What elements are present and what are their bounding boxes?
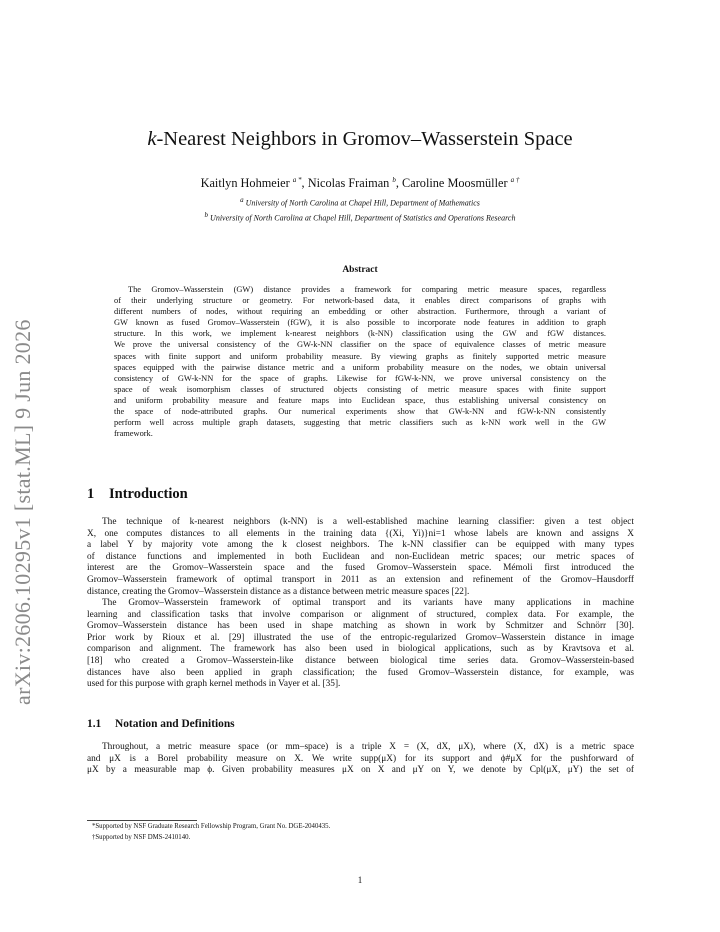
text-line: used for this purpose with graph kernel methods in Vayer et al. [35]. <box>87 679 341 690</box>
intro-paragraph-1 <box>87 517 634 598</box>
notation-paragraph <box>87 742 634 777</box>
author-2: , Nicolas Fraiman <box>301 176 390 191</box>
page-number: 1 <box>357 875 363 885</box>
footnote-rule <box>87 820 197 821</box>
text-line: of distance functions and implemented in both Euclidean and non-Euclidean metric spaces; our metric spaces of <box>87 551 634 562</box>
text-line: μX by a measurable map ϕ. Given probability measures μX on X and μY on Y, we denote by Cpl(μX, μY) the set of <box>87 765 634 776</box>
abstract-line: space of weak isomorphism classes of structured objects consisting of metric measure spaces with finite support <box>114 384 606 394</box>
paper-title <box>0 128 720 151</box>
author-3: , Caroline Moosmüller <box>395 176 508 191</box>
author-list <box>0 176 720 191</box>
section-title: Introduction <box>109 486 188 502</box>
affiliation-a <box>0 196 720 208</box>
text-line: The technique of k-nearest neighbors (k-NN) is a well-established machine learning classifier: given a test object <box>102 517 634 527</box>
section-heading-introduction <box>87 486 188 503</box>
abstract-line: GW known as fused Gromov–Wasserstein (fGW), it is also possible to incorporate node features in addition to graph <box>114 318 606 328</box>
text-line: interest are the Gromov–Wasserstein space and the fused Gromov–Wasserstein space. Mémoli first introduced the <box>87 563 634 574</box>
abstract-line: perform well across multiple graph datasets, suggesting that metric classifiers such as k-NN work well in the GW <box>114 418 606 428</box>
arxiv-identifier-stamp: arXiv:2606.10295v1 [stat.ML] 9 Jun 2026 <box>10 319 35 705</box>
affiliation-a-marker: a <box>240 196 244 204</box>
text-line: distances have also been applied in graph classification; the fused Gromov–Wasserstein distance, for example, was <box>87 667 634 678</box>
abstract-line: the space of node-attributed graphs. Our numerical experiments show that GW-k-NN and fGW-k-NN consistently <box>114 407 606 417</box>
abstract-heading: Abstract <box>342 265 378 275</box>
text-line: Gromov–Wasserstein distance has been used in shape matching as shown in work by Schmitzer and Schnörr [30]. <box>87 621 634 632</box>
abstract-line: The Gromov–Wasserstein (GW) distance provides a framework for comparing metric measure spaces, regardless <box>128 285 606 294</box>
abstract-line: different numbers of nodes, without requiring an embedding or other abstraction. Furthermore, through a variant of <box>114 307 606 317</box>
text-line: and μX is a Borel probability measure on X. We write supp(μX) for its support and ϕ#μX for the pushforward of <box>87 753 634 764</box>
subsection-title: Notation and Definitions <box>115 718 235 730</box>
footnote-2: †Supported by NSF DMS-2410140. <box>92 834 191 841</box>
subsection-heading-notation <box>87 718 235 730</box>
abstract-line: We prove the universal consistency of the GW-k-NN classifier on the space of equivalence classes of metric measure <box>114 340 606 350</box>
affiliation-b <box>0 211 720 223</box>
text-line: Prior work by Rioux et al. [29] illustrated the use of the entropic-regularized Gromov–Wasserstein distance in image <box>87 632 634 643</box>
affiliation-a-text: University of North Carolina at Chapel Hill, Department of Mathematics <box>245 198 480 208</box>
subsection-number: 1.1 <box>87 718 102 730</box>
text-line: comparison and alignment. The framework has also been used in biological applications, such as by Kravtsova et al. <box>87 644 634 655</box>
title-rest: -Nearest Neighbors in Gromov–Wasserstein Space <box>156 128 573 150</box>
abstract-line: and uniform probability measure and feature maps into Euclidean space, thus establishing universal consistency on <box>114 395 606 405</box>
text-line: The Gromov–Wasserstein framework of optimal transport and its variants have many applications in machine <box>102 598 634 608</box>
author-1: Kaitlyn Hohmeier <box>200 176 290 191</box>
title-k: k <box>147 128 157 150</box>
affiliation-b-marker: b <box>204 211 209 219</box>
author-1-marker: a * <box>292 176 302 184</box>
footnote-1: *Supported by NSF Graduate Research Fellowship Program, Grant No. DGE-2040435. <box>92 823 331 830</box>
section-number: 1 <box>87 486 95 502</box>
text-line: X, one computes distances to all elements in the training data {(Xi, Yi)}ni=1 whose labels are known and assigns X <box>87 528 634 539</box>
text-line: Throughout, a metric measure space (or mm–space) is a triple X = (X, dX, μX), where (X, dX) is a metric space <box>102 742 634 752</box>
text-line: [18] who created a Gromov–Wasserstein-like distance between biological time series data. Gromov–Wasserstein-based <box>87 655 634 666</box>
text-line: Gromov–Wasserstein framework of optimal transport in 2011 as an extension and refinement of the Gromov–Hausdorff <box>87 574 634 585</box>
abstract-line: spaces equipped with the pairwise distance metric and a uniform probability measure on the nodes, we obtain universal <box>114 362 606 372</box>
abstract-body <box>114 284 606 439</box>
author-2-marker: b <box>392 176 396 184</box>
abstract-line: spaces with finite support and uniform probability measure. By viewing graphs as finitely supported metric measure <box>114 351 606 361</box>
text-line: learning and classification tasks that involve comparison or alignment of structured, complex data. For example, the <box>87 609 634 620</box>
author-3-marker: a † <box>510 176 520 184</box>
intro-paragraph-2 <box>87 598 634 691</box>
affiliation-b-text: University of North Carolina at Chapel Hill, Department of Statistics and Operations Research <box>210 213 516 223</box>
abstract-line: framework. <box>114 429 153 439</box>
abstract-line: of their underlying structure or geometry. For network-based data, it enables direct comparisons of graphs with <box>114 296 606 306</box>
abstract-line: consistency of GW-k-NN for the space of graphs. Likewise for fGW-k-NN, we prove universal consistency on the <box>114 373 606 383</box>
abstract-line: structure. In this work, we implement k-nearest neighbors (k-NN) classification using the GW and fGW distances. <box>114 329 606 339</box>
text-line: distance, creating the Gromov–Wasserstein distance as a distance between metric measure spaces [22]. <box>87 586 470 597</box>
text-line: a label Y by majority vote among the k closest neighbors. The k-NN classifier can be equipped with many types <box>87 540 634 551</box>
